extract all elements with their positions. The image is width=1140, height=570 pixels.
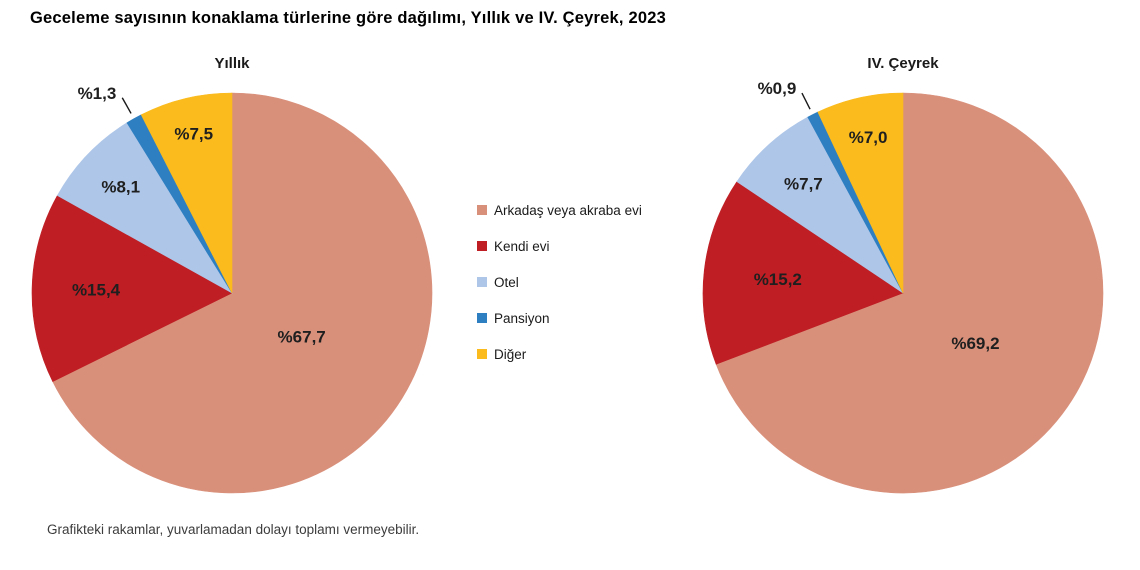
pie-data-label-3: %1,3 bbox=[77, 83, 117, 103]
legend-item-kendi-evi bbox=[477, 228, 642, 264]
pie-data-label-0: %67,7 bbox=[277, 327, 326, 347]
legend-label-pansiyon: Pansiyon bbox=[494, 310, 550, 326]
legend-swatch-otel-icon bbox=[477, 277, 487, 287]
legend-label-kendi-evi: Kendi evi bbox=[494, 238, 550, 254]
legend bbox=[477, 192, 642, 372]
legend-item-otel bbox=[477, 264, 642, 300]
legend-item-pansiyon bbox=[477, 300, 642, 336]
pie-data-label-2: %7,7 bbox=[784, 174, 823, 194]
legend-label-arkadas: Arkadaş veya akraba evi bbox=[494, 202, 642, 218]
pie-data-label-1: %15,4 bbox=[71, 280, 121, 300]
chart-yillik bbox=[2, 55, 462, 515]
pie-chart-yillik bbox=[2, 81, 462, 505]
pie-data-label-4: %7,5 bbox=[174, 124, 214, 144]
pie-chart-iv-ceyrek bbox=[673, 81, 1133, 505]
legend-item-arkadas-veya-akraba-evi bbox=[477, 192, 642, 228]
label-leader-line-3 bbox=[122, 98, 131, 114]
page-title: Geceleme sayısının konaklama türlerine göre dağılımı, Yıllık ve IV. Çeyrek, 2023 bbox=[30, 9, 666, 27]
legend-swatch-pansiyon-icon bbox=[477, 313, 487, 323]
pie-data-label-3: %0,9 bbox=[757, 81, 797, 98]
legend-label-diger: Diğer bbox=[494, 346, 527, 362]
legend-item-diger bbox=[477, 336, 642, 372]
chart-iv-ceyrek bbox=[673, 55, 1133, 515]
legend-swatch-diger-icon bbox=[477, 349, 487, 359]
footnote: Grafikteki rakamlar, yuvarlamadan dolayı toplamı vermeyebilir. bbox=[47, 522, 420, 537]
pie-data-label-4: %7,0 bbox=[848, 127, 888, 147]
pie-data-label-0: %69,2 bbox=[951, 333, 1000, 353]
legend-swatch-kendi-evi-icon bbox=[477, 241, 487, 251]
chart-title-yillik: Yıllık bbox=[214, 55, 250, 72]
chart-title-iv-ceyrek: IV. Çeyrek bbox=[867, 55, 939, 72]
pie-data-label-2: %8,1 bbox=[101, 177, 141, 197]
pie-data-label-1: %15,2 bbox=[753, 269, 802, 289]
legend-swatch-arkadas-icon bbox=[477, 205, 487, 215]
legend-label-otel: Otel bbox=[494, 274, 519, 290]
label-leader-line-3 bbox=[802, 93, 810, 109]
